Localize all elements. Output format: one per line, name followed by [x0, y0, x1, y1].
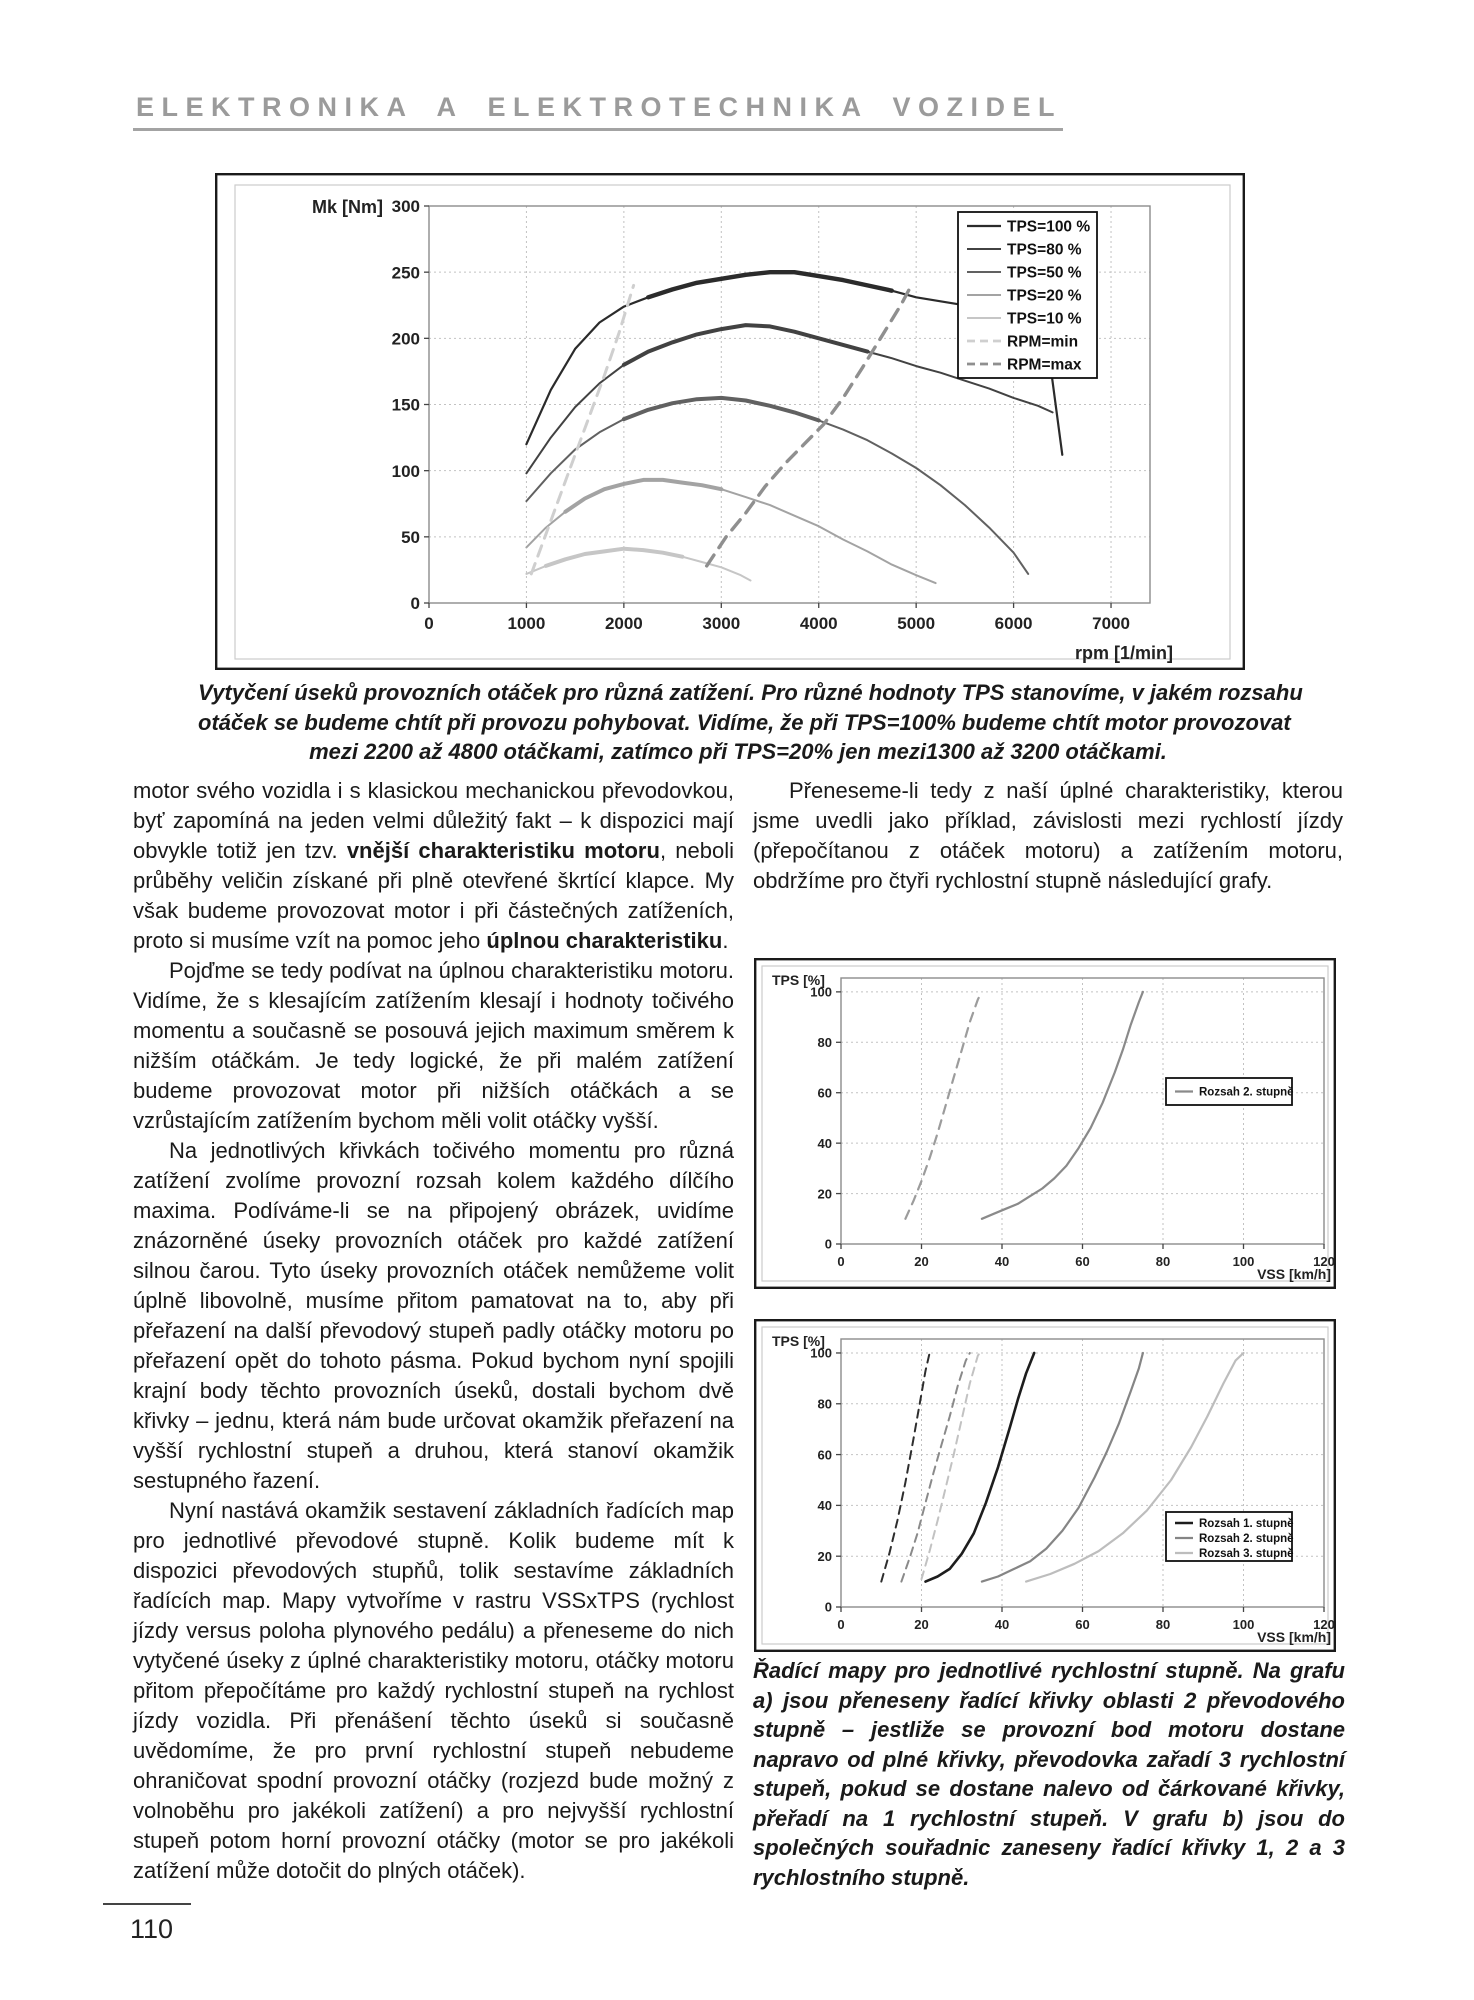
- paragraph: Nyní nastává okamžik sestavení základních řadících map pro jednotlivé převodové stupně. Kolik budeme mít k dispozici převodových stupňů, tolik sestavíme základních řadících map. Mapy vytvoříme v rastru VSSxTPS (rychlost jízdy versus poloha plynového pedálu) a přeneseme do nich vytyčené úseky z úplné charakteristiky motoru, otáčky motoru přitom přepočítáme pro každý rychlostní stupeň na rychlost jízdy vozidla. Při přenášení těchto úseků si současně uvědomíme, že pro první rychlostní stupeň nebudeme ohraničovat spodní provozní otáčky (rozjezd bude možný z volnoběhu pro jakékoli zatížení) a pro nejvyšší rychlostní stupeň potom horní provozní otáčky (motor se pro jakékoli zatížení může dotočit do plných otáček).: [133, 1498, 734, 1883]
- svg-text:120: 120: [1313, 1617, 1335, 1632]
- footer-rule: [103, 1903, 191, 1905]
- svg-text:40: 40: [817, 1498, 832, 1514]
- bold-term: vnější charakteristiku motoru: [346, 838, 660, 863]
- svg-text:TPS=20 %: TPS=20 %: [1007, 287, 1082, 305]
- svg-text:60: 60: [817, 1447, 832, 1463]
- svg-text:6000: 6000: [994, 614, 1033, 633]
- svg-text:20: 20: [914, 1617, 929, 1632]
- page-header-title: ELEKTRONIKA A ELEKTROTECHNIKA VOZIDEL: [136, 92, 1062, 122]
- text-run: , neboli průběhy veličin získané při plně otevřené škrtící klapce. My však budeme provozovat motor i při částečných zatíženích, proto si musíme vzít na pomoc jeho: [133, 838, 734, 953]
- svg-text:5000: 5000: [897, 614, 936, 633]
- svg-text:40: 40: [994, 1617, 1010, 1632]
- svg-text:80: 80: [1155, 1617, 1171, 1632]
- shift-map-chart-a: [754, 958, 1336, 1289]
- svg-text:0: 0: [424, 614, 434, 633]
- svg-text:200: 200: [391, 329, 420, 349]
- svg-text:60: 60: [1075, 1617, 1090, 1632]
- svg-text:20: 20: [914, 1254, 929, 1269]
- svg-text:150: 150: [391, 395, 420, 415]
- caption-line: Vytyčení úseků provozních otáček pro různá zatížení. Pro různé hodnoty TPS stanovíme, v jakém rozsahu: [198, 680, 1303, 705]
- svg-text:3000: 3000: [702, 614, 741, 633]
- svg-text:60: 60: [817, 1085, 832, 1101]
- svg-text:rpm [1/min]: rpm [1/min]: [1074, 643, 1173, 663]
- svg-text:100: 100: [1232, 1254, 1255, 1269]
- svg-text:300: 300: [391, 197, 420, 217]
- svg-text:80: 80: [817, 1396, 832, 1412]
- paragraph: Na jednotlivých křivkách točivého momentu pro různá zatížení zvolíme provozní rozsah kolem každého dílčího maxima. Podíváme-li se na připojený obrázek, uvidíme znázorněné úseky provozních otáček pro každé zatížení silnou čarou. Tyto úseky provozních otáček nemůžeme volit úplně libovolně, musíme přitom pamatovat na to, aby při přeřazení na další převodový stupeň padly otáčky motoru po přeřazení opět do tohoto pásma. Pokud bychom nyní spojili krajní body těchto provozních úseků, dostali bychom dvě křivky – jednu, která nám bude určovat okamžik přeřazení na vyšší rychlostní stupeň a druhou, která stanoví okamžik sestupného řazení.: [133, 1138, 734, 1493]
- svg-text:40: 40: [817, 1135, 832, 1151]
- svg-text:60: 60: [1075, 1254, 1090, 1269]
- torque-chart-caption: [198, 678, 1303, 767]
- caption-line: otáček se budeme chtít při provozu pohybovat. Vidíme, že při TPS=100% budeme chtít motor provozovat: [198, 709, 1291, 735]
- svg-text:20: 20: [817, 1186, 832, 1202]
- svg-text:Rozsah 2. stupně: Rozsah 2. stupně: [1199, 1533, 1294, 1546]
- svg-text:TPS [%]: TPS [%]: [772, 972, 825, 988]
- svg-text:250: 250: [391, 263, 420, 283]
- svg-text:50: 50: [401, 527, 420, 547]
- svg-text:Rozsah 1. stupně: Rozsah 1. stupně: [1199, 1518, 1294, 1531]
- paragraph: Přeneseme-li tedy z naší úplné charakteristiky, kterou jsme uvedli jako příklad, závislosti mezi rychlostí jízdy (přepočítanou z otáček motoru) a zatížením motoru, obdržíme pro čtyři rychlostní stupně následující grafy.: [753, 778, 1343, 893]
- svg-text:TPS=80 %: TPS=80 %: [1007, 241, 1082, 259]
- svg-text:120: 120: [1313, 1254, 1335, 1269]
- svg-text:Rozsah 3. stupně: Rozsah 3. stupně: [1199, 1548, 1294, 1561]
- page-number: 110: [130, 1914, 174, 1944]
- paragraph: Pojďme se tedy podívat na úplnou charakteristiku motoru. Vidíme, že s klesajícím zatížením klesají i hodnoty točivého momentu a současně se posouvá jejich maximum směrem k nižším otáčkám. Je tedy logické, že při malém zatížení budeme provozovat motor při nižších otáčkách a se vzrůstajícím zatížením bychom měli volit otáčky vyšší.: [133, 958, 734, 1133]
- svg-text:80: 80: [817, 1034, 832, 1050]
- caption-line: mezi 2200 až 4800 otáčkami, zatímco při TPS=20% jen mezi1300 až 3200 otáčkami.: [309, 739, 1167, 764]
- svg-text:RPM=max: RPM=max: [1007, 356, 1082, 374]
- svg-text:TPS=50 %: TPS=50 %: [1007, 264, 1082, 282]
- svg-text:100: 100: [810, 1345, 832, 1361]
- svg-text:0: 0: [824, 1236, 832, 1252]
- svg-text:2000: 2000: [604, 614, 643, 633]
- svg-text:7000: 7000: [1092, 614, 1130, 633]
- svg-text:100: 100: [391, 461, 420, 481]
- svg-text:Rozsah 2. stupně: Rozsah 2. stupně: [1199, 1086, 1294, 1099]
- svg-text:RPM=min: RPM=min: [1007, 333, 1079, 351]
- svg-text:Mk [Nm]: Mk [Nm]: [312, 197, 383, 217]
- shift-map-chart-b: [754, 1319, 1336, 1652]
- svg-text:100: 100: [1232, 1617, 1255, 1632]
- svg-text:VSS [km/h]: VSS [km/h]: [1257, 1629, 1331, 1645]
- svg-text:TPS=100 %: TPS=100 %: [1007, 218, 1091, 236]
- svg-text:20: 20: [817, 1548, 832, 1564]
- svg-text:0: 0: [837, 1617, 845, 1632]
- text-run: motor svého vozidla i s klasickou mechanickou převodovkou, byť zapomíná na jeden velmi důležitý fakt – k dispozici mají obvykle totiž jen tzv.: [133, 778, 734, 863]
- svg-text:0: 0: [824, 1599, 832, 1615]
- svg-text:TPS=10 %: TPS=10 %: [1007, 310, 1082, 328]
- torque-characteristic-chart: [215, 173, 1245, 670]
- svg-text:TPS [%]: TPS [%]: [772, 1333, 825, 1349]
- text-run: .: [722, 928, 729, 953]
- header-rule: [133, 128, 1063, 131]
- svg-text:VSS [km/h]: VSS [km/h]: [1257, 1266, 1331, 1282]
- svg-text:4000: 4000: [799, 614, 838, 633]
- svg-text:0: 0: [837, 1254, 845, 1269]
- svg-text:80: 80: [1155, 1254, 1171, 1269]
- svg-text:40: 40: [994, 1254, 1010, 1269]
- left-text-column: [133, 776, 734, 1886]
- shift-maps-caption: Řadící mapy pro jednotlivé rychlostní stupně. Na grafu a) jsou přeneseny řadící křivky oblasti 2 převodového stupně – jestliže se provozní bod motoru dostane napravo od plné křivky, převodovka zařadí 3 rychlostní stupeň, pokud se dostane nalevo od čárkované křivky, přeřadí na 1 rychlostní stupeň. V grafu b) jsou do společných souřadnic zaneseny řadící křivky 1, 2 a 3 rychlostního stupně.: [753, 1658, 1345, 1890]
- svg-text:0: 0: [410, 594, 420, 614]
- svg-text:1000: 1000: [507, 614, 546, 633]
- paragraph: [133, 776, 734, 956]
- svg-text:100: 100: [810, 984, 832, 1000]
- right-text-column: [753, 776, 1343, 896]
- bold-term: úplnou charakteristiku: [486, 928, 723, 953]
